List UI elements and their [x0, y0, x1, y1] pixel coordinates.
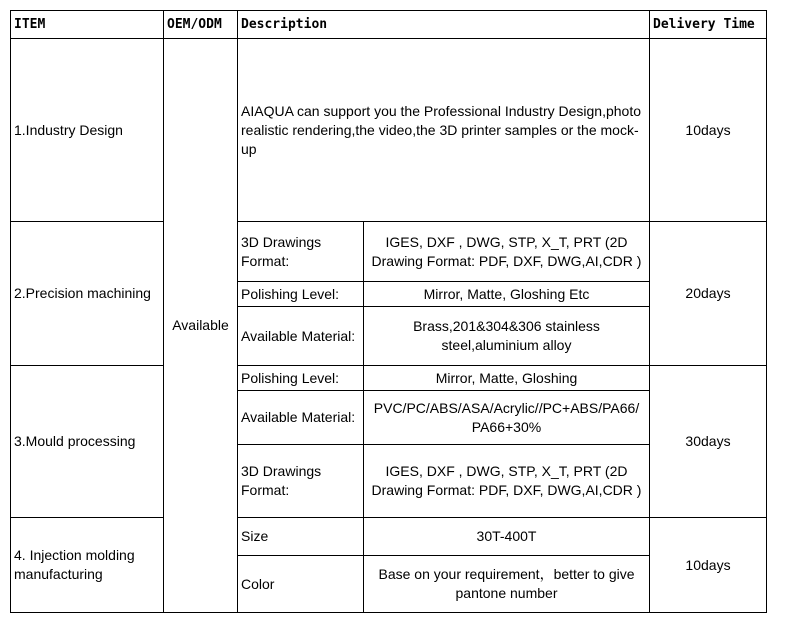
item-precision-machining: 2.Precision machining	[11, 222, 164, 366]
delivery-precision-machining: 20days	[650, 222, 767, 366]
spec-value: Mirror, Matte, Gloshing	[364, 366, 650, 391]
oem-odm-available: Available	[164, 39, 238, 613]
spec-label: 3D Drawings Format:	[238, 445, 364, 518]
spec-label: Available Material:	[238, 391, 364, 445]
delivery-injection-molding: 10days	[650, 518, 767, 613]
spec-value: PVC/PC/ABS/ASA/Acrylic//PC+ABS/PA66/ PA66+30%	[364, 391, 650, 445]
spec-value: IGES, DXF , DWG, STP, X_T, PRT (2D Drawing Format: PDF, DXF, DWG,AI,CDR )	[364, 445, 650, 518]
spec-value: Brass,201&304&306 stainless steel,aluminium alloy	[364, 307, 650, 366]
table-row	[11, 222, 767, 282]
table-row	[11, 366, 767, 391]
delivery-industry-design: 10days	[650, 39, 767, 222]
spec-label: Size	[238, 518, 364, 556]
spec-table	[10, 10, 767, 613]
spec-value: Base on your requirement，better to give pantone number	[364, 556, 650, 613]
header-item: ITEM	[11, 11, 164, 39]
spec-value: IGES, DXF , DWG, STP, X_T, PRT (2D Drawing Format: PDF, DXF, DWG,AI,CDR )	[364, 222, 650, 282]
spec-label: Polishing Level:	[238, 282, 364, 307]
spec-label: 3D Drawings Format:	[238, 222, 364, 282]
item-industry-design: 1.Industry Design	[11, 39, 164, 222]
table-row	[11, 39, 767, 222]
spec-label: Polishing Level:	[238, 366, 364, 391]
header-row	[11, 11, 767, 39]
delivery-mould-processing: 30days	[650, 366, 767, 518]
spec-label: Available Material:	[238, 307, 364, 366]
item-mould-processing: 3.Mould processing	[11, 366, 164, 518]
header-delivery-time: Delivery Time	[650, 11, 767, 39]
table-row	[11, 518, 767, 556]
spec-value: 30T-400T	[364, 518, 650, 556]
description-industry-design: AIAQUA can support you the Professional Industry Design,photo realistic rendering,the video,the 3D printer samples or the mock-up	[238, 39, 650, 222]
header-oem-odm: OEM/ODM	[164, 11, 238, 39]
spec-label: Color	[238, 556, 364, 613]
header-description: Description	[238, 11, 650, 39]
spec-value: Mirror, Matte, Gloshing Etc	[364, 282, 650, 307]
item-injection-molding: 4. Injection molding manufacturing	[11, 518, 164, 613]
